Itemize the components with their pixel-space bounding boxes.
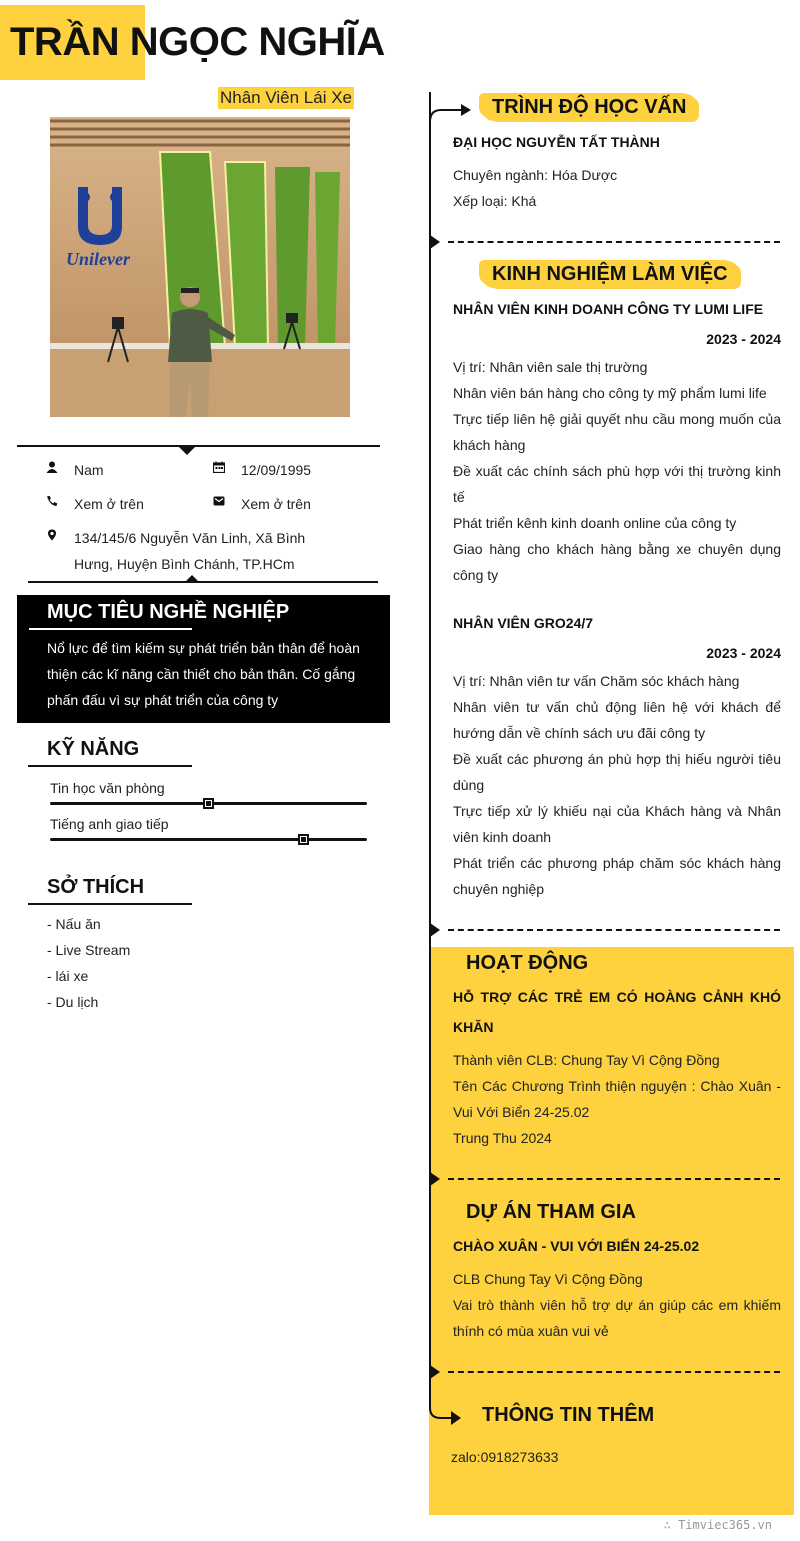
hobby-item: - Nấu ăn [47,916,101,932]
phone-value: Xem ở trên [74,496,144,512]
experience-job-title: NHÂN VIÊN GRO24/7 [453,615,594,631]
activities-title: HOẠT ĐỘNG [466,952,589,974]
experience-job-detail: Phát triển các phương pháp chăm sóc khách hàng chuyên nghiệp [453,855,781,897]
job-title: Nhân Viên Lái Xe [220,88,353,107]
profile-photo-illustration [50,117,350,417]
candidate-name: TRẦN NGỌC NGHĨA [10,20,385,64]
projects-detail: CLB Chung Tay Vì Cộng Đồng [453,1271,643,1287]
experience-job-detail: Đề xuất các chính sách phù hợp với thị trường kinh tế [453,463,781,505]
projects-title: DỰ ÁN THAM GIA [466,1201,636,1223]
address-line-2: Hưng, Huyện Bình Chánh, TP.HCm [74,556,295,572]
experience-job-detail: Nhân viên tư vấn chủ động liên hệ với khách để hướng dẫn về chính sách ưu đãi công ty [453,699,781,741]
timeline-marker-icon [430,1172,440,1186]
career-objective-section [17,595,390,723]
education-grade: Xếp loại: Khá [453,193,537,209]
hobbies-underline [28,903,192,905]
experience-job-detail: Vị trí: Nhân viên sale thị trường [453,359,648,375]
info-top-divider [17,445,380,447]
hobby-item: - Du lịch [47,994,99,1010]
skill-bar-knob [298,834,309,845]
section-divider [448,1371,780,1373]
experience-job-title: NHÂN VIÊN KINH DOANH CÔNG TY LUMI LIFE [453,301,764,317]
projects-subtitle: CHÀO XUÂN - VUI VỚI BIỂN 24-25.02 [453,1238,700,1254]
experience-job-date: 2023 - 2024 [706,645,781,661]
timeline-start-arrow-icon [429,98,473,124]
experience-job-detail: Phát triển kênh kinh doanh online của công ty [453,515,737,531]
skills-underline [28,765,192,767]
skill-label: Tin học văn phòng [50,780,165,796]
address-line-1: 134/145/6 Nguyễn Văn Linh, Xã Bình [74,530,306,546]
email-value: Xem ở trên [241,496,311,512]
experience-job-detail: Trực tiếp xử lý khiếu nại của Khách hàng và Nhân viên kinh doanh [453,803,781,845]
timeline-line [429,92,431,1388]
section-divider [448,929,780,931]
career-objective-title: MỤC TIÊU NGHỀ NGHIỆP [47,601,290,623]
experience-job-detail: Vị trí: Nhân viên tư vấn Chăm sóc khách hàng [453,673,740,689]
skill-bar-track [50,838,367,841]
info-top-marker [179,447,195,455]
timeline-end-arrow-icon [429,1386,463,1426]
email-icon [212,493,226,513]
calendar-icon [212,459,226,479]
projects-detail: Vai trò thành viên hỗ trợ dự án giúp các em khiếm thính có mùa xuân vui vẻ [453,1297,781,1339]
experience-job-detail: Trực tiếp liên hệ giải quyết nhu cầu mong muốn của khách hàng [453,411,781,453]
experience-job-detail: Giao hàng cho khách hàng bằng xe chuyên dụng công ty [453,541,781,583]
experience-title: KINH NGHIỆM LÀM VIỆC [482,261,738,288]
skill-label: Tiếng anh giao tiếp [50,816,169,832]
watermark: ∴ Timviec365.vn [663,1518,772,1532]
hobby-item: - Live Stream [47,942,131,958]
timeline-marker-icon [430,1365,440,1379]
career-objective-text [47,635,367,713]
education-school: ĐẠI HỌC NGUYỄN TẤT THÀNH [453,134,660,150]
education-title: TRÌNH ĐỘ HỌC VẤN [482,94,696,121]
timeline-marker-icon [430,235,440,249]
timeline-marker-icon [430,923,440,937]
career-objective-line: Nổ lực để tìm kiếm sự phát triển bản thân để hoàn [47,640,360,656]
activities-subtitle: HỖ TRỢ CÁC TRẺ EM CÓ HOÀNG CẢNH KHÓ KHĂN [453,989,781,1035]
career-objective-line: thiện các kĩ năng cần thiết cho bản thân. Cố gắng [47,666,356,682]
section-divider [448,1178,780,1180]
hobbies-title: SỞ THÍCH [47,876,145,898]
section-divider [448,241,780,243]
extra-info-text: zalo:0918273633 [451,1449,559,1465]
activities-detail: Trung Thu 2024 [453,1130,552,1146]
birthday-value: 12/09/1995 [241,462,312,478]
extra-info-title: THÔNG TIN THÊM [482,1404,655,1426]
experience-job-detail: Nhân viên bán hàng cho công ty mỹ phẩm lumi life [453,385,767,401]
phone-icon [45,493,59,513]
experience-job-date: 2023 - 2024 [706,331,781,347]
activities-detail: Tên Các Chương Trình thiện nguyện : Chào Xuân - Vui Với Biển 24-25.02 [453,1078,781,1120]
photo-logo-text: Unilever [66,249,130,269]
user-icon [45,459,59,479]
hobby-item: - lái xe [47,968,89,984]
activities-detail: Thành viên CLB: Chung Tay Vì Cộng Đồng [453,1052,720,1068]
gender-value: Nam [74,462,104,478]
experience-job-detail: Đề xuất các phương án phù hợp thị hiếu người tiêu dùng [453,751,781,793]
career-objective-underline [29,628,192,630]
education-major: Chuyên ngành: Hóa Dược [453,167,618,183]
skill-bar-knob [203,798,214,809]
career-objective-line: phấn đấu vì sự phát triển của công ty [47,692,279,708]
skills-title: KỸ NĂNG [47,738,140,760]
profile-photo [50,117,350,417]
location-icon [45,527,59,547]
info-bottom-divider [28,581,378,583]
